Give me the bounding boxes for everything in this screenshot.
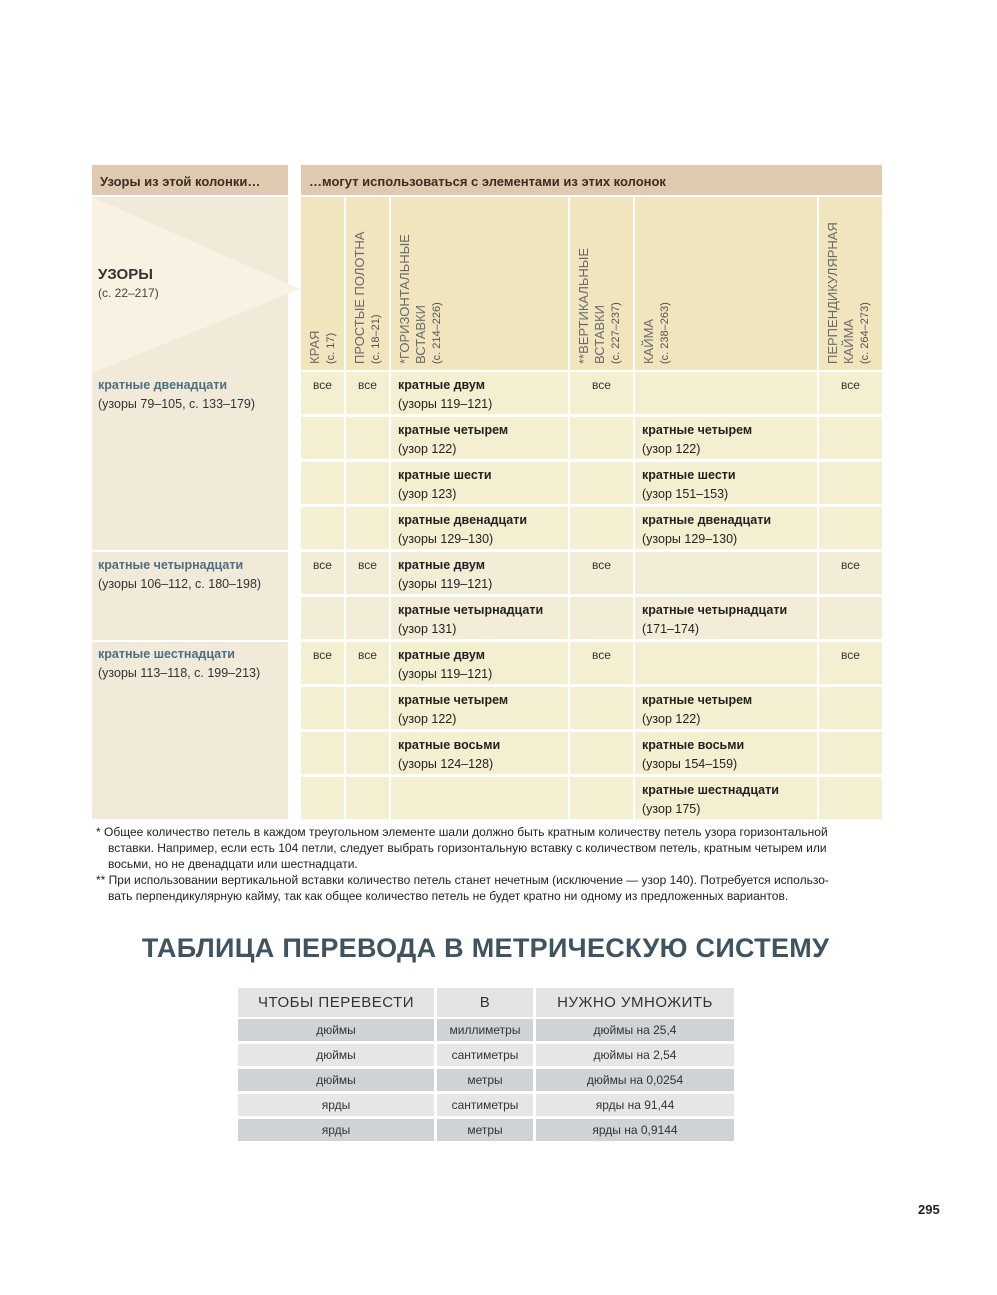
cell-plain xyxy=(346,417,389,459)
col-label: **ВЕРТИКАЛЬНЫЕ xyxy=(576,248,591,364)
cell-vertical xyxy=(570,507,633,549)
cell-title: кратные четырем xyxy=(398,423,509,437)
cell-border xyxy=(635,417,817,459)
metric-header-to: В xyxy=(437,988,533,1017)
cell-plain xyxy=(346,687,389,729)
cell-perp xyxy=(819,597,882,639)
group-12 xyxy=(98,376,283,414)
cell-sub: (узор 122) xyxy=(642,712,701,726)
col-pages: (с. 238–263) xyxy=(659,302,671,364)
metric-cell: дюймы на 2,54 xyxy=(536,1044,734,1066)
cell-plain xyxy=(346,597,389,639)
cell-vertical: все xyxy=(570,642,633,684)
metric-cell: сантиметры xyxy=(437,1094,533,1116)
cell-border xyxy=(635,462,817,504)
cell-edges xyxy=(301,777,344,819)
col-pages: (с. 214–226) xyxy=(431,302,443,364)
cell-edges xyxy=(301,462,344,504)
metric-cell: дюймы на 0,0254 xyxy=(536,1069,734,1091)
cell-edges xyxy=(301,417,344,459)
cell-perp: все xyxy=(819,552,882,594)
cell-perp xyxy=(819,417,882,459)
metric-cell: ярды xyxy=(238,1119,434,1141)
cell-sub: (узор 122) xyxy=(398,442,457,456)
cell-vertical xyxy=(570,417,633,459)
metric-cell: дюймы xyxy=(238,1069,434,1091)
cell-vertical: все xyxy=(570,372,633,414)
metric-cell: дюймы xyxy=(238,1044,434,1066)
cell-sub: (узор 122) xyxy=(642,442,701,456)
cell-vertical xyxy=(570,597,633,639)
cell-sub: (узор 123) xyxy=(398,487,457,501)
cell-sub: (узоры 119–121) xyxy=(398,397,493,411)
cell-sub: (узоры 124–128) xyxy=(398,757,494,771)
header-left: Узоры из этой колонки… xyxy=(92,165,288,195)
cell-vertical: все xyxy=(570,552,633,594)
metric-cell: ярды на 91,44 xyxy=(536,1094,734,1116)
cell-sub: (узор 131) xyxy=(398,622,457,636)
row-head-sub: (с. 22–217) xyxy=(98,286,159,300)
cell-title: кратные шести xyxy=(398,468,492,482)
metric-cell: миллиметры xyxy=(437,1019,533,1041)
col-label: КРАЯ xyxy=(307,330,322,364)
divider xyxy=(92,640,288,642)
cell-perp: все xyxy=(819,642,882,684)
cell-border xyxy=(635,777,817,819)
cell-horizontal xyxy=(391,552,568,594)
footnote-line: ** При использовании вертикальной вставки количество петель станет нечетным (исключение — узор 140). Потребуется использо- xyxy=(96,873,829,887)
cell-plain xyxy=(346,777,389,819)
cell-title: кратные шести xyxy=(642,468,736,482)
cell-perp: все xyxy=(819,372,882,414)
cell-plain: все xyxy=(346,642,389,684)
cell-horizontal xyxy=(391,507,568,549)
cell-sub: (узор 122) xyxy=(398,712,457,726)
cell-sub: (узоры 119–121) xyxy=(398,577,493,591)
metric-cell: дюймы на 25,4 xyxy=(536,1019,734,1041)
cell-title: кратные четырнадцати xyxy=(398,603,544,617)
col-pages: (с. 18–21) xyxy=(370,314,382,364)
cell-edges xyxy=(301,687,344,729)
group-sub: (узоры 113–118, с. 199–213) xyxy=(98,666,261,680)
group-14 xyxy=(98,556,283,594)
header-right: …могут использоваться с элементами из этих колонок xyxy=(301,165,882,195)
col-label: ВСТАВКИ xyxy=(413,305,428,364)
col-horizontal xyxy=(391,197,568,370)
cell-plain: все xyxy=(346,372,389,414)
metric-header-from: ЧТОБЫ ПЕРЕВЕСТИ xyxy=(238,988,434,1017)
metric-cell: метры xyxy=(437,1069,533,1091)
metric-cell: сантиметры xyxy=(437,1044,533,1066)
group-sub: (узоры 106–112, с. 180–198) xyxy=(98,577,262,591)
cell-plain xyxy=(346,507,389,549)
cell-vertical xyxy=(570,732,633,774)
row-head-title: УЗОРЫ xyxy=(98,266,153,283)
col-label: ВСТАВКИ xyxy=(592,305,607,364)
cell-plain: все xyxy=(346,552,389,594)
col-vertical xyxy=(570,197,633,370)
cell-border xyxy=(635,552,817,594)
cell-title: кратные шестнадцати xyxy=(642,783,779,797)
cell-title: кратные четырем xyxy=(398,693,509,707)
cell-edges: все xyxy=(301,552,344,594)
cell-perp xyxy=(819,507,882,549)
cell-edges xyxy=(301,507,344,549)
cell-sub: (узор 175) xyxy=(642,802,701,816)
col-plain xyxy=(346,197,389,370)
group-16 xyxy=(98,645,283,683)
page-number: 295 xyxy=(918,1202,940,1217)
footnote-line: вставки. Например, если есть 104 петли, следует выбрать горизонтальную вставку с количеством петель, кратным четырем или xyxy=(108,841,827,855)
footnote-line: вать перпендикулярную кайму, так как общее количество петель не будет кратно ни одному из предложенных вариантов. xyxy=(108,889,789,903)
col-pages: (с. 17) xyxy=(325,332,337,364)
col-label: КАЙМА xyxy=(641,318,656,364)
cell-edges xyxy=(301,597,344,639)
cell-title: кратные восьми xyxy=(642,738,745,752)
cell-title: кратные двенадцати xyxy=(642,513,772,527)
col-pages: (с. 227–237) xyxy=(610,302,622,364)
cell-edges xyxy=(301,732,344,774)
footnote-1 xyxy=(96,824,886,872)
cell-horizontal xyxy=(391,462,568,504)
cell-title: кратные восьми xyxy=(398,738,501,752)
cell-horizontal xyxy=(391,642,568,684)
cell-sub: (узоры 154–159) xyxy=(642,757,738,771)
col-perp-border xyxy=(819,197,882,370)
row-head xyxy=(98,266,159,300)
metric-header-mult: НУЖНО УМНОЖИТЬ xyxy=(536,988,734,1017)
cell-plain xyxy=(346,732,389,774)
cell-sub: (узоры 129–130) xyxy=(398,532,494,546)
group-title: кратные шестнадцати xyxy=(98,647,235,661)
cell-horizontal xyxy=(391,777,568,819)
cell-horizontal xyxy=(391,597,568,639)
cell-sub: (узор 151–153) xyxy=(642,487,729,501)
metric-cell: ярды на 0,9144 xyxy=(536,1119,734,1141)
col-label: ПРОСТЫЕ ПОЛОТНА xyxy=(352,231,367,364)
cell-sub: (171–174) xyxy=(642,622,699,636)
cell-border xyxy=(635,507,817,549)
col-pages: (с. 264–273) xyxy=(859,302,871,364)
cell-title: кратные четырем xyxy=(642,423,753,437)
cell-horizontal xyxy=(391,372,568,414)
cell-border xyxy=(635,642,817,684)
cell-title: кратные двум xyxy=(398,558,485,572)
cell-title: кратные двум xyxy=(398,648,485,662)
cell-horizontal xyxy=(391,732,568,774)
footnote-line: восьми, но не двенадцати или шестнадцати. xyxy=(108,857,358,871)
cell-perp xyxy=(819,687,882,729)
cell-title: кратные двенадцати xyxy=(398,513,528,527)
cell-plain xyxy=(346,462,389,504)
group-title: кратные двенадцати xyxy=(98,378,228,392)
cell-sub: (узоры 129–130) xyxy=(642,532,738,546)
metric-title: ТАБЛИЦА ПЕРЕВОДА В МЕТРИЧЕСКУЮ СИСТЕМУ xyxy=(141,933,830,963)
cell-horizontal xyxy=(391,687,568,729)
cell-perp xyxy=(819,732,882,774)
cell-edges: все xyxy=(301,642,344,684)
cell-edges: все xyxy=(301,372,344,414)
cell-vertical xyxy=(570,777,633,819)
cell-sub: (узоры 119–121) xyxy=(398,667,493,681)
metric-cell: метры xyxy=(437,1119,533,1141)
cell-border xyxy=(635,372,817,414)
cell-title: кратные двум xyxy=(398,378,485,392)
col-border xyxy=(635,197,817,370)
cell-border xyxy=(635,687,817,729)
divider xyxy=(92,550,288,552)
cell-perp xyxy=(819,462,882,504)
footnote-2 xyxy=(96,872,886,904)
footnote-line: * Общее количество петель в каждом треугольном элементе шали должно быть кратным количеству петель узора горизонтальной xyxy=(96,825,828,839)
cell-title: кратные четырем xyxy=(642,693,753,707)
col-edges xyxy=(301,197,344,370)
cell-perp xyxy=(819,777,882,819)
group-sub: (узоры 79–105, с. 133–179) xyxy=(98,397,256,411)
group-title: кратные четырнадцати xyxy=(98,558,244,572)
metric-cell: ярды xyxy=(238,1094,434,1116)
cell-title: кратные четырнадцати xyxy=(642,603,788,617)
cell-vertical xyxy=(570,687,633,729)
cell-horizontal xyxy=(391,417,568,459)
cell-border xyxy=(635,597,817,639)
cell-vertical xyxy=(570,462,633,504)
cell-border xyxy=(635,732,817,774)
col-label: ПЕРПЕНДИКУЛЯРНАЯ xyxy=(825,222,840,364)
col-label: КАЙМА xyxy=(841,318,856,364)
col-label: *ГОРИЗОНТАЛЬНЫЕ xyxy=(397,234,412,364)
metric-cell: дюймы xyxy=(238,1019,434,1041)
